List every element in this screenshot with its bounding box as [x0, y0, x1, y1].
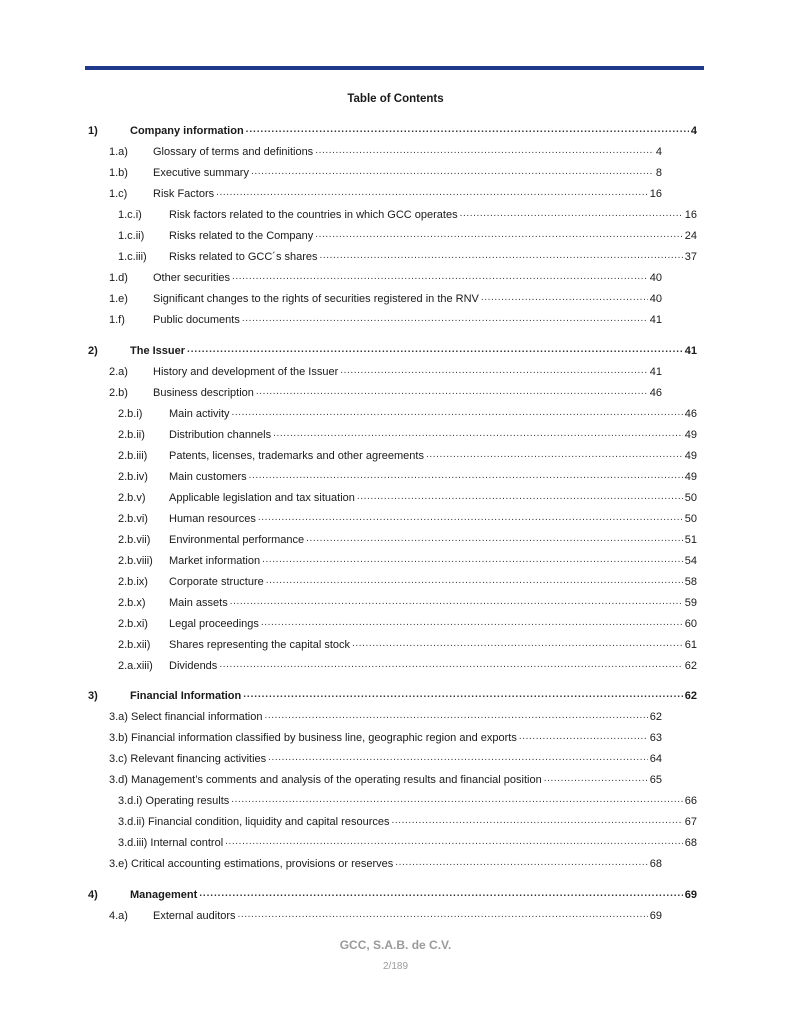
toc-entry-title: Human resources: [169, 513, 256, 525]
toc-entry-page: 51: [684, 534, 697, 546]
toc-entry-number: 1.c.iii): [118, 251, 147, 263]
toc-entry-page: 69: [684, 889, 697, 901]
toc-entry-page: 40: [649, 293, 662, 305]
toc-dot-leader: [460, 209, 683, 221]
toc-entry[interactable]: [118, 637, 697, 653]
toc-dot-leader: [273, 429, 683, 441]
toc-dot-leader: [266, 576, 683, 588]
toc-entry[interactable]: [109, 312, 662, 328]
toc-entry[interactable]: [118, 207, 697, 223]
toc-entry-title: 3.d) Management’s comments and analysis of the operating results and financial position: [109, 774, 542, 786]
toc-entry-number: 2.b.xi): [118, 618, 148, 630]
toc-entry-page: 37: [684, 251, 697, 263]
toc-entry-number: 1.a): [109, 146, 128, 158]
toc-dot-leader: [315, 230, 682, 242]
toc-dot-leader: [357, 492, 683, 504]
toc-dot-leader: [216, 188, 648, 200]
toc-entry[interactable]: [118, 616, 697, 632]
toc-entry-title: History and development of the Issuer: [153, 366, 339, 378]
toc-entry[interactable]: [118, 553, 697, 569]
toc-entry-number: 2.b.iv): [118, 471, 148, 483]
toc-entry-number: 2.b): [109, 387, 128, 399]
toc-entry[interactable]: [109, 364, 662, 380]
toc-dot-leader: [268, 753, 648, 765]
toc-entry-page: 68: [684, 837, 697, 849]
toc-entry-title: Corporate structure: [169, 576, 264, 588]
toc-dot-leader: [426, 450, 683, 462]
toc-title: Table of Contents: [347, 93, 444, 105]
toc-entry-number: 2.b.i): [118, 408, 143, 420]
toc-dot-leader: [264, 711, 647, 723]
toc-entry-number: 1.b): [109, 167, 128, 179]
toc-dot-leader: [230, 597, 683, 609]
toc-entry-page: 16: [684, 209, 697, 221]
toc-dot-leader: [243, 690, 683, 702]
toc-entry-title: Management: [130, 889, 198, 901]
toc-entry[interactable]: [109, 730, 662, 746]
toc-entry[interactable]: [109, 709, 662, 725]
toc-dot-leader: [225, 837, 683, 849]
toc-entry-page: 68: [649, 858, 662, 870]
toc-entry-page: 60: [684, 618, 697, 630]
toc-entry-page: 66: [684, 795, 697, 807]
toc-entry-number: 1.f): [109, 314, 125, 326]
toc-dot-leader: [352, 639, 683, 651]
toc-dot-leader: [481, 293, 648, 305]
toc-dot-leader: [251, 167, 654, 179]
toc-entry-number: 2.b.vii): [118, 534, 151, 546]
toc-entry[interactable]: [88, 688, 697, 704]
toc-entry-title: Risks related to the Company: [169, 230, 314, 242]
toc-entry[interactable]: [118, 574, 697, 590]
toc-entry-page: 4: [690, 125, 697, 137]
header-rule: [85, 66, 704, 70]
toc-entry-page: 4: [655, 146, 662, 158]
toc-entry[interactable]: [118, 427, 697, 443]
toc-entry[interactable]: [118, 595, 697, 611]
toc-entry-number: 2.b.iii): [118, 450, 148, 462]
toc-entry[interactable]: [118, 511, 697, 527]
toc-entry-page: 54: [684, 555, 697, 567]
toc-dot-leader: [246, 125, 689, 137]
toc-entry-title: Business description: [153, 387, 254, 399]
toc-dot-leader: [232, 408, 683, 420]
toc-dot-leader: [187, 345, 683, 357]
toc-entry-page: 62: [649, 711, 662, 723]
toc-entry[interactable]: [118, 448, 697, 464]
toc-entry[interactable]: [118, 469, 697, 485]
toc-entry-number: 2.a.xiii): [118, 660, 153, 672]
toc-dot-leader: [256, 387, 648, 399]
toc-entry[interactable]: [109, 772, 662, 788]
toc-entry[interactable]: [109, 186, 662, 202]
toc-entry-page: 49: [684, 450, 697, 462]
toc-entry-number: 2.b.x): [118, 597, 146, 609]
toc-entry[interactable]: [118, 228, 697, 244]
toc-dot-leader: [238, 910, 648, 922]
toc-entry-title: Market information: [169, 555, 261, 567]
toc-entry-page: 49: [684, 429, 697, 441]
toc-entry-number: 1): [88, 125, 98, 137]
toc-entry-title: Executive summary: [153, 167, 249, 179]
toc-entry-number: 2.b.ix): [118, 576, 148, 588]
toc-entry-page: 24: [684, 230, 697, 242]
toc-entry-page: 62: [684, 690, 697, 702]
toc-entry-title: Distribution channels: [169, 429, 272, 441]
toc-dot-leader: [306, 534, 683, 546]
toc-entry[interactable]: [88, 343, 697, 359]
toc-entry-page: 41: [649, 366, 662, 378]
toc-entry-number: 2): [88, 345, 98, 357]
toc-entry-page: 67: [684, 816, 697, 828]
toc-entry[interactable]: [109, 291, 662, 307]
toc-dot-leader: [199, 889, 683, 901]
toc-entry-number: 1.c.ii): [118, 230, 145, 242]
toc-entry[interactable]: [109, 908, 662, 924]
toc-dot-leader: [231, 795, 682, 807]
toc-entry-title: Legal proceedings: [169, 618, 259, 630]
toc-dot-leader: [340, 366, 647, 378]
toc-entry[interactable]: [118, 835, 697, 851]
toc-entry-title: 3.e) Critical accounting estimations, provisions or reserves: [109, 858, 394, 870]
toc-entry-title: 3.a) Select financial information: [109, 711, 263, 723]
toc-entry-title: Company information: [130, 125, 244, 137]
toc-entry-title: The Issuer: [130, 345, 186, 357]
toc-entry-number: 1.d): [109, 272, 128, 284]
toc-entry-title: Applicable legislation and tax situation: [169, 492, 355, 504]
toc-dot-leader: [315, 146, 654, 158]
toc-entry-title: 3.d.iii) Internal control: [118, 837, 224, 849]
toc-dot-leader: [262, 555, 683, 567]
toc-entry-title: Main activity: [169, 408, 230, 420]
toc-entry-page: 69: [649, 910, 662, 922]
toc-dot-leader: [258, 513, 683, 525]
toc-entry[interactable]: [109, 385, 662, 401]
toc-entry[interactable]: [109, 165, 662, 181]
toc-entry-title: Environmental performance: [169, 534, 305, 546]
toc-entry[interactable]: [118, 814, 697, 830]
toc-entry-number: 2.b.ii): [118, 429, 145, 441]
toc-entry-title: Dividends: [169, 660, 218, 672]
toc-entry[interactable]: [118, 658, 697, 674]
toc-entry-page: 63: [649, 732, 662, 744]
toc-dot-leader: [519, 732, 648, 744]
toc-entry-title: Glossary of terms and definitions: [153, 146, 314, 158]
toc-entry-page: 50: [684, 492, 697, 504]
toc-entry-page: 41: [684, 345, 697, 357]
toc-entry-title: 3.b) Financial information classified by business line, geographic region and exports: [109, 732, 517, 744]
toc-entry[interactable]: [118, 249, 697, 265]
footer-company: GCC, S.A.B. de C.V.: [339, 938, 452, 952]
toc-entry-number: 4.a): [109, 910, 128, 922]
toc-entry-title: External auditors: [153, 910, 236, 922]
toc-entry-title: 3.c) Relevant financing activities: [109, 753, 267, 765]
toc-entry-page: 40: [649, 272, 662, 284]
toc-entry[interactable]: [88, 887, 697, 903]
toc-entry-page: 62: [684, 660, 697, 672]
toc-entry[interactable]: [118, 793, 697, 809]
toc-entry-number: 2.a): [109, 366, 128, 378]
toc-entry-page: 41: [649, 314, 662, 326]
toc-entry-title: Other securities: [153, 272, 231, 284]
toc-entry-page: 16: [649, 188, 662, 200]
toc-entry-number: 2.b.vi): [118, 513, 148, 525]
toc-entry-number: 4): [88, 889, 98, 901]
toc-entry-title: Main assets: [169, 597, 228, 609]
toc-entry[interactable]: [109, 144, 662, 160]
toc-entry[interactable]: [109, 856, 662, 872]
toc-dot-leader: [391, 816, 682, 828]
toc-entry-title: Shares representing the capital stock: [169, 639, 350, 651]
toc-entry-number: 2.b.v): [118, 492, 146, 504]
toc-dot-leader: [219, 660, 682, 672]
toc-entry-page: 64: [649, 753, 662, 765]
toc-entry-number: 2.b.viii): [118, 555, 153, 567]
toc-entry-title: Public documents: [153, 314, 240, 326]
toc-entry-page: 49: [684, 471, 697, 483]
toc-entry[interactable]: [118, 532, 697, 548]
toc-entry-title: Significant changes to the rights of securities registered in the RNV: [153, 293, 479, 305]
toc-entry-number: 1.c): [109, 188, 128, 200]
toc-entry[interactable]: [109, 751, 662, 767]
toc-entry-page: 58: [684, 576, 697, 588]
toc-entry-title: Risks related to GCC´s shares: [169, 251, 318, 263]
toc-entry-title: Risk factors related to the countries in which GCC operates: [169, 209, 458, 221]
toc-entry-page: 59: [684, 597, 697, 609]
toc-entry-page: 8: [655, 167, 662, 179]
toc-dot-leader: [242, 314, 648, 326]
toc-entry-number: 1.e): [109, 293, 128, 305]
toc-entry-page: 61: [684, 639, 697, 651]
toc-entry[interactable]: [88, 123, 697, 139]
toc-entry-page: 46: [649, 387, 662, 399]
toc-dot-leader: [320, 251, 683, 263]
toc-dot-leader: [395, 858, 647, 870]
toc-entry-number: 3): [88, 690, 98, 702]
toc-dot-leader: [232, 272, 648, 284]
toc-entry[interactable]: [118, 406, 697, 422]
toc-entry-title: Patents, licenses, trademarks and other agreements: [169, 450, 424, 462]
toc-entry-page: 46: [684, 408, 697, 420]
toc-entry-title: Main customers: [169, 471, 247, 483]
toc-entry-number: 2.b.xii): [118, 639, 151, 651]
toc-entry-title: Financial Information: [130, 690, 242, 702]
toc-entry-page: 50: [684, 513, 697, 525]
toc-entry[interactable]: [118, 490, 697, 506]
toc-entry-page: 65: [649, 774, 662, 786]
footer-page-number: 2/189: [382, 961, 409, 972]
toc-entry-title: 3.d.ii) Financial condition, liquidity and capital resources: [118, 816, 390, 828]
toc-entry-number: 1.c.i): [118, 209, 142, 221]
toc-dot-leader: [544, 774, 648, 786]
toc-entry-title: 3.d.i) Operating results: [118, 795, 230, 807]
toc-entry-title: Risk Factors: [153, 188, 215, 200]
toc-dot-leader: [261, 618, 683, 630]
toc-dot-leader: [249, 471, 683, 483]
toc-entry[interactable]: [109, 270, 662, 286]
